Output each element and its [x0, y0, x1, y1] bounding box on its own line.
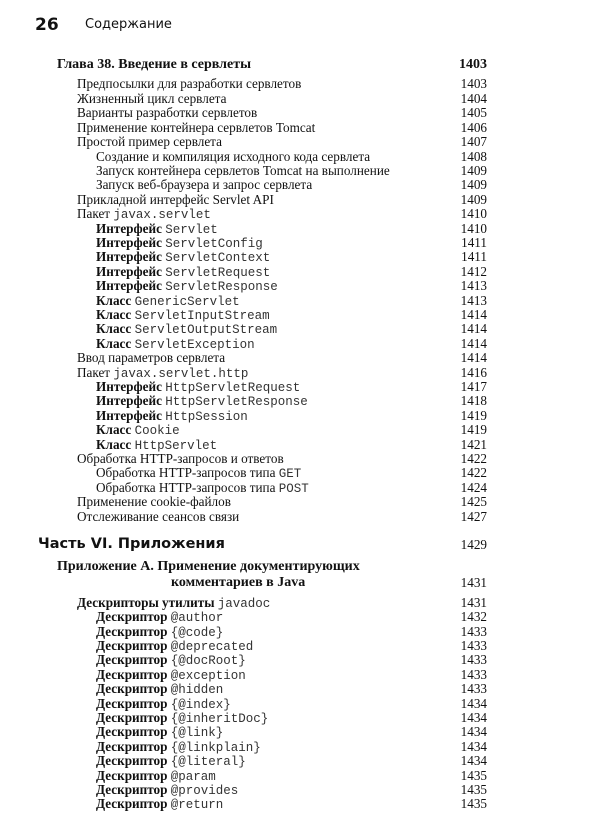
toc-entry-code: Cookie	[134, 424, 180, 438]
toc-entry	[0, 768, 600, 783]
toc-entry	[0, 624, 600, 639]
appendix-heading-line1	[0, 559, 600, 574]
toc-entry	[0, 595, 600, 610]
toc-entry-title	[77, 451, 284, 466]
toc-entry-label: Класс	[96, 321, 132, 336]
toc-entry-label: Дескриптор	[96, 710, 168, 725]
toc-entry-page: 1424	[460, 480, 487, 495]
toc-entry-page: 1433	[460, 624, 487, 639]
toc-entry-label: Отслеживание сеансов связи	[77, 509, 240, 524]
toc-entry-label: Прикладной интерфейс Servlet API	[77, 192, 274, 207]
toc-entry	[0, 796, 600, 811]
toc-entry-page: 1414	[460, 321, 487, 336]
toc-entry-page: 1421	[460, 437, 487, 452]
toc-entry-page: 1414	[460, 336, 487, 351]
toc-entry-code: ServletResponse	[165, 280, 278, 294]
toc-entry-label: Дескриптор	[96, 796, 168, 811]
appendix-title-line2: комментариев в Java	[171, 575, 306, 590]
toc-entry-code: @param	[170, 770, 216, 784]
toc-entry-page: 1408	[460, 149, 487, 164]
toc-entry	[0, 163, 600, 178]
toc-entry-page: 1432	[460, 609, 487, 624]
toc-entry-title	[77, 350, 225, 365]
toc-entry-label: Интерфейс	[96, 379, 162, 394]
toc-entry-page: 1410	[460, 221, 487, 236]
toc-entry	[0, 235, 600, 250]
toc-entry	[0, 91, 600, 106]
toc-entry	[0, 321, 600, 336]
appendix-title-line1: Приложение А. Применение документирующих	[57, 559, 360, 574]
toc-entry-code: ServletOutputStream	[134, 323, 278, 337]
toc-entry-page: 1414	[460, 350, 487, 365]
toc-entry-code: HttpServletResponse	[165, 395, 308, 409]
toc-entry-label: Дескриптор	[96, 667, 168, 682]
appendix-page: 1431	[460, 575, 487, 590]
toc-entry-code: javax.servlet	[113, 208, 211, 222]
toc-entry	[0, 408, 600, 423]
toc-entry-title	[96, 163, 390, 178]
toc-entry-code: HttpServlet	[134, 439, 218, 453]
toc-entry	[0, 379, 600, 394]
toc-entry-page: 1435	[460, 782, 487, 797]
toc-entry	[0, 307, 600, 322]
toc-entry-page: 1433	[460, 638, 487, 653]
toc-entry	[0, 437, 600, 452]
toc-entry	[0, 480, 600, 495]
toc-entry-code: ServletContext	[165, 251, 271, 265]
toc-entry	[0, 249, 600, 264]
toc-entry	[0, 609, 600, 624]
toc-entry-page: 1434	[460, 696, 487, 711]
toc-entry-label: Дескриптор	[96, 696, 168, 711]
toc-entry-title	[77, 91, 226, 106]
toc-entry	[0, 221, 600, 236]
toc-entry-code: javax.servlet.http	[113, 367, 249, 381]
toc-entry	[0, 753, 600, 768]
toc-entry	[0, 710, 600, 725]
toc-entry-code: GET	[278, 467, 302, 481]
toc-entry-label: Пакет	[77, 365, 111, 380]
toc-entry-page: 1434	[460, 739, 487, 754]
toc-entry-page: 1409	[460, 192, 487, 207]
toc-entry	[0, 667, 600, 682]
toc-entry-code: {@docRoot}	[170, 654, 246, 668]
toc-entry-code: HttpServletRequest	[165, 381, 301, 395]
toc-entry-label: Дескрипторы утилиты	[77, 595, 215, 610]
toc-entry-page: 1427	[460, 509, 487, 524]
toc-entry	[0, 422, 600, 437]
toc-entry-page: 1433	[460, 667, 487, 682]
toc-entry	[0, 278, 600, 293]
toc-entry-code: javadoc	[217, 597, 271, 611]
toc-entry-label: Обработка HTTP-запросов типа	[96, 465, 276, 480]
toc-entry-label: Интерфейс	[96, 393, 162, 408]
toc-entry	[0, 494, 600, 509]
toc-entry	[0, 177, 600, 192]
toc-entry-code: @hidden	[170, 683, 224, 697]
toc-entry	[0, 120, 600, 135]
toc-entry	[0, 206, 600, 221]
toc-entry-page: 1411	[461, 249, 487, 264]
toc-entry-label: Класс	[96, 336, 132, 351]
toc-entry-code: POST	[278, 482, 309, 496]
toc-entry-label: Пакет	[77, 206, 111, 221]
toc-entry-page: 1434	[460, 753, 487, 768]
toc-entry-label: Дескриптор	[96, 609, 168, 624]
toc-entry-page: 1405	[460, 105, 487, 120]
toc-entry-page: 1403	[460, 76, 487, 91]
toc-entry-label: Обработка HTTP-запросов и ответов	[77, 451, 284, 466]
toc-entry-label: Применение контейнера сервлетов Tomcat	[77, 120, 316, 135]
toc-entry-page: 1433	[460, 681, 487, 696]
chapter-title: Глава 38. Введение в сервлеты	[57, 57, 252, 72]
toc-entry-code: @exception	[170, 669, 246, 683]
toc-entry-page: 1412	[460, 264, 487, 279]
toc-entry	[0, 696, 600, 711]
toc-entry	[0, 365, 600, 380]
toc-entry-code: ServletRequest	[165, 266, 271, 280]
toc-entry-label: Ввод параметров сервлета	[77, 350, 226, 365]
toc-entry-label: Дескриптор	[96, 782, 168, 797]
toc-entry-code: @author	[170, 611, 224, 625]
toc-entry	[0, 739, 600, 754]
toc-entry-label: Применение cookie-файлов	[77, 494, 231, 509]
page-number: 26	[35, 15, 59, 35]
toc-entry-label: Дескриптор	[96, 638, 168, 653]
toc-entry-page: 1407	[460, 134, 487, 149]
toc-entry-page: 1409	[460, 177, 487, 192]
toc-entry-page: 1419	[460, 422, 487, 437]
toc-entry-page: 1419	[460, 408, 487, 423]
toc-entry-title	[77, 76, 301, 91]
toc-entry-page: 1413	[460, 278, 487, 293]
toc-entry-page: 1404	[460, 91, 487, 106]
toc-entry-code: @deprecated	[170, 640, 254, 654]
toc-entry	[0, 782, 600, 797]
toc-entry-label: Обработка HTTP-запросов типа	[96, 480, 276, 495]
toc-entry	[0, 192, 600, 207]
toc-entry-label: Дескриптор	[96, 724, 168, 739]
toc-entry-label: Интерфейс	[96, 278, 162, 293]
toc-entry-page: 1418	[460, 393, 487, 408]
toc-entry	[0, 105, 600, 120]
toc-entry	[0, 336, 600, 351]
toc-entry-code: {@inheritDoc}	[170, 712, 269, 726]
toc-entry-label: Варианты разработки сервлетов	[77, 105, 258, 120]
toc-entry	[0, 293, 600, 308]
toc-entry-page: 1406	[460, 120, 487, 135]
toc-entry	[0, 451, 600, 466]
toc-entry	[0, 149, 600, 164]
toc-entry-page: 1416	[460, 365, 487, 380]
toc-entry-title	[96, 149, 370, 164]
appendix-heading-line2	[0, 575, 600, 590]
toc-entry-code: Servlet	[165, 223, 218, 237]
toc-entry	[0, 264, 600, 279]
toc-entry-page: 1422	[460, 451, 487, 466]
chapter-page: 1403	[459, 57, 487, 72]
toc-entry-page: 1411	[461, 235, 487, 250]
toc-entry-label: Дескриптор	[96, 753, 168, 768]
toc-entry-page: 1434	[460, 724, 487, 739]
toc-entry-label: Интерфейс	[96, 221, 162, 236]
toc-entry-title	[96, 796, 223, 813]
toc-entry-label: Жизненный цикл сервлета	[77, 91, 227, 106]
toc-entry	[0, 638, 600, 653]
toc-entry-label: Дескриптор	[96, 739, 168, 754]
toc-entry-label: Запуск веб-браузера и запрос сервлета	[96, 177, 313, 192]
toc-entry-page: 1435	[460, 768, 487, 783]
toc-entry	[0, 350, 600, 365]
toc-entry	[0, 509, 600, 524]
part-heading	[0, 537, 600, 552]
toc-entry-label: Интерфейс	[96, 249, 162, 264]
toc-entry-page: 1414	[460, 307, 487, 322]
toc-entry-label: Дескриптор	[96, 681, 168, 696]
toc-entry-code: @return	[170, 798, 224, 812]
toc-entry	[0, 681, 600, 696]
toc-entry-title	[77, 494, 231, 509]
toc-entry-label: Предпосылки для разработки сервлетов	[77, 76, 302, 91]
toc-entry-code: GenericServlet	[134, 295, 240, 309]
toc-entry-title	[77, 120, 315, 135]
toc-entry-code: {@code}	[170, 626, 224, 640]
toc-entry-title	[96, 177, 312, 192]
toc-entry-code: ServletConfig	[165, 237, 263, 251]
part-page: 1429	[460, 537, 487, 552]
toc-entry-page: 1417	[460, 379, 487, 394]
toc-entry-page: 1422	[460, 465, 487, 480]
toc-entry	[0, 393, 600, 408]
toc-entry	[0, 134, 600, 149]
toc-entry-label: Дескриптор	[96, 652, 168, 667]
toc-entry-title	[77, 105, 257, 120]
toc-entry	[0, 652, 600, 667]
toc-entry-label: Интерфейс	[96, 235, 162, 250]
toc-entry-title	[77, 509, 239, 524]
toc-entry-title	[77, 192, 274, 207]
toc-entry	[0, 465, 600, 480]
toc-entry-label: Дескриптор	[96, 768, 168, 783]
toc-entry-label: Класс	[96, 293, 132, 308]
toc-entry-code: ServletException	[134, 338, 255, 352]
toc-entry-code: {@link}	[170, 726, 224, 740]
toc-entry-code: ServletInputStream	[134, 309, 270, 323]
toc-entry-code: HttpSession	[165, 410, 248, 424]
toc-entry-page: 1433	[460, 652, 487, 667]
toc-entry-page: 1413	[460, 293, 487, 308]
toc-entry-label: Класс	[96, 307, 132, 322]
toc-entry-page: 1431	[460, 595, 487, 610]
toc-entry-code: {@index}	[170, 698, 231, 712]
toc-entry-page: 1425	[460, 494, 487, 509]
toc-entry-page: 1435	[460, 796, 487, 811]
part-title: Часть VI. Приложения	[38, 536, 225, 552]
toc-entry-label: Создание и компиляция исходного кода сервлета	[96, 149, 371, 164]
toc-entry-page: 1409	[460, 163, 487, 178]
toc-entry-label: Класс	[96, 437, 132, 452]
toc-entry-page: 1434	[460, 710, 487, 725]
toc-entry	[0, 724, 600, 739]
toc-entry-code: @provides	[170, 784, 239, 798]
toc-entry-code: {@linkplain}	[170, 741, 261, 755]
toc-entry-label: Простой пример сервлета	[77, 134, 222, 149]
toc-entry-label: Запуск контейнера сервлетов Tomcat на выполнение	[96, 163, 390, 178]
toc-entry	[0, 76, 600, 91]
toc-entry-label: Дескриптор	[96, 624, 168, 639]
toc-entry-label: Интерфейс	[96, 264, 162, 279]
toc-entry-page: 1410	[460, 206, 487, 221]
toc-entry-code: {@literal}	[170, 755, 246, 769]
running-title: Содержание	[85, 17, 172, 32]
toc-entry-label: Класс	[96, 422, 132, 437]
toc-entry-label: Интерфейс	[96, 408, 162, 423]
toc-entry-title	[77, 134, 222, 149]
chapter-heading	[0, 57, 600, 72]
